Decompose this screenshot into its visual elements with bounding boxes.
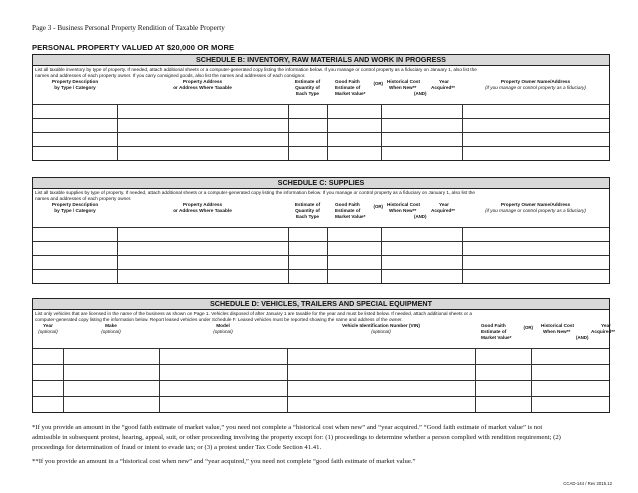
page-header: Page 3 - Business Personal Property Rendition of Taxable Property: [32, 24, 225, 32]
or-label: (OR): [373, 81, 383, 87]
owner-header-line2: (if you manage or control property as a fiduciary): [485, 85, 586, 91]
desc-header: [33, 202, 117, 227]
year-header-line1: Year: [43, 323, 53, 329]
table-row[interactable]: [33, 241, 609, 255]
schedule-b: [32, 54, 610, 161]
hc-header-line2: When New**: [543, 329, 571, 335]
schedule-d-intro: [33, 310, 609, 323]
footnote-1: [32, 423, 622, 454]
footnote-1-line1: *If you provide an amount in the “good faith estimate of market value,” you need not complete a “historical cost when new” and “year acquired.” “Good faith estimate of market value” is not: [32, 424, 543, 431]
desc-header-line2: by Type / Category: [54, 208, 96, 214]
qty-header-line3: Each Type: [295, 214, 320, 220]
table-row[interactable]: [33, 364, 609, 380]
schedule-c-intro-line2: names and addresses of each property owner.: [35, 196, 132, 202]
schedule-d-intro-line2: computer-generated copy listing the information below. Report leased vehicles under Schedule F. Leased vehicles must be reported showing the name and address of the owner.: [35, 317, 403, 323]
hc-year-header: [381, 79, 462, 104]
model-header-line1: Model: [216, 323, 230, 329]
hc-header-line2: When New**: [389, 208, 417, 214]
vin-header-line1: Vehicle Identification Number (VIN): [342, 323, 420, 329]
desc-header-line1: Property Description: [51, 79, 99, 85]
yr-header-line1: Year: [439, 202, 449, 208]
or-label: (OR): [373, 204, 383, 210]
qty-header: [288, 202, 327, 227]
qty-header-line1: Estimate of: [294, 202, 321, 208]
qty-header-line1: Estimate of: [294, 79, 321, 85]
addr-header: [117, 202, 288, 227]
yr-header-line2: Acquired**: [431, 85, 455, 91]
gf-header-line1: Good Faith: [481, 323, 506, 329]
owner-header-line1: Property Owner Name/Address: [500, 79, 571, 85]
owner-header: [462, 202, 609, 227]
year-header: [33, 323, 63, 348]
gf-header-line3: Market Value*: [481, 335, 512, 341]
schedule-b-title: SCHEDULE B: INVENTORY, RAW MATERIALS AND WORK IN PROGRESS: [33, 55, 609, 66]
desc-header-line2: by Type / Category: [54, 85, 96, 91]
or-label: (OR): [523, 325, 533, 331]
schedule-d-intro-line1: List only vehicles that are licensed in the name of the business as shown on Page 1. Vehicles disposed of after January 1 are taxable for the year and must be listed below. If needed, attach additional sheets or a: [35, 311, 472, 316]
yr-header-line1: Year: [601, 323, 611, 329]
schedule-b-intro-line2: names and addresses of each property owner. If you carry consigned goods, also list the names and addresses of each consignor.: [35, 73, 306, 79]
model-header: [159, 323, 287, 348]
gf-header-line1: Good Faith: [335, 202, 360, 208]
and-label: (AND): [576, 335, 589, 341]
schedule-c: [32, 177, 610, 284]
gf-header-line3: Market Value*: [335, 214, 366, 220]
and-label: (AND): [414, 214, 427, 220]
schedule-c-table: [33, 202, 609, 283]
desc-header: [33, 79, 117, 104]
schedule-c-intro: [33, 189, 609, 202]
addr-header-line1: Property Address: [182, 79, 223, 85]
hc-header-line1: Historical Cost: [387, 202, 421, 208]
desc-header-line1: Property Description: [51, 202, 99, 208]
addr-header: [117, 79, 288, 104]
qty-header: [288, 79, 327, 104]
schedule-d-header-row: [33, 323, 609, 348]
owner-header: [462, 79, 609, 104]
addr-header-line2: or Address Where Taxable: [173, 85, 232, 91]
yr-header-line1: Year: [439, 79, 449, 85]
owner-header-line1: Property Owner Name/Address: [500, 202, 571, 208]
addr-header-line2: or Address Where Taxable: [173, 208, 232, 214]
schedule-d-title: SCHEDULE D: VEHICLES, TRAILERS AND SPECIAL EQUIPMENT: [33, 299, 609, 310]
schedule-b-intro: [33, 66, 609, 79]
gf-header-line1: Good Faith: [335, 79, 360, 85]
schedule-c-intro-line1: List all taxable supplies by type of property. If needed, attach additional sheets or a computer-generated copy listing the information below. If you manage or control property as a fiduciary on January 1, also list the: [35, 190, 476, 195]
schedule-b-intro-line1: List all taxable inventory by type of property. If needed, attach additional sheets or a computer-generated copy listing the information below. If you manage or control property as a fiduciary on January 1, also list the: [35, 67, 477, 72]
gf-header: [475, 323, 531, 348]
gf-header-line2: Estimate of: [335, 85, 361, 91]
schedule-b-table: [33, 79, 609, 160]
footnote-1-line3: proceedings for determination of fraud or intent to evade tax; or (3) a protest under Tax Code Section 41.41.: [32, 444, 322, 452]
table-row[interactable]: [33, 132, 609, 146]
table-row[interactable]: [33, 146, 609, 160]
hc-year-header: [531, 323, 615, 348]
table-row[interactable]: [33, 396, 609, 412]
hc-year-header: [381, 202, 462, 227]
make-header: [63, 323, 159, 348]
table-row[interactable]: [33, 380, 609, 396]
table-row[interactable]: [33, 269, 609, 283]
hc-header-line1: Historical Cost: [541, 323, 575, 329]
yr-header-line2: Acquired**: [591, 329, 615, 335]
table-row[interactable]: [33, 118, 609, 132]
vin-header: [287, 323, 475, 348]
gf-header: [327, 79, 381, 104]
schedule-d: [32, 298, 615, 413]
schedule-c-header-row: [33, 202, 609, 227]
table-row[interactable]: [33, 348, 609, 364]
gf-header-line2: Estimate of: [335, 208, 361, 214]
yr-header-line2: Acquired**: [431, 208, 455, 214]
schedule-c-title: SCHEDULE C: SUPPLIES: [33, 178, 609, 189]
form-id: CCAD-144 / Rev 2015.12: [563, 481, 612, 486]
hc-header-line1: Historical Cost: [387, 79, 421, 85]
qty-header-line2: Quantity of: [295, 85, 320, 91]
year-header-line2: (optional): [38, 329, 58, 335]
footnote-2: **If you provide an amount in a “historical cost when new” and “year acquired,” you need not complete “good faith estimate of market value.”: [32, 458, 416, 465]
table-row[interactable]: [33, 104, 609, 118]
schedule-b-header-row: [33, 79, 609, 104]
gf-header: [327, 202, 381, 227]
section-heading: PERSONAL PROPERTY VALUED AT $20,000 OR MORE: [32, 43, 235, 52]
addr-header-line1: Property Address: [182, 202, 223, 208]
qty-header-line3: Each Type: [295, 91, 320, 97]
gf-header-line3: Market Value*: [335, 91, 366, 97]
and-label: (AND): [414, 91, 427, 97]
qty-header-line2: Quantity of: [295, 208, 320, 214]
owner-header-line2: (if you manage or control property as a fiduciary): [485, 208, 586, 214]
vin-header-line2: (optional): [371, 329, 391, 335]
make-header-line2: (optional): [101, 329, 121, 335]
make-header-line1: Make: [105, 323, 117, 329]
model-header-line2: (optional): [213, 329, 233, 335]
schedule-d-table: [33, 323, 615, 412]
hc-header-line2: When New**: [389, 85, 417, 91]
table-row[interactable]: [33, 255, 609, 269]
table-row[interactable]: [33, 227, 609, 241]
gf-header-line2: Estimate of: [481, 329, 507, 335]
footnote-1-line2: admissible in subsequent protest, hearing, appeal, suit, or other proceeding involving the property except for: (1) proceedings to determine whether a person complied with rendition requirement; (2): [32, 434, 561, 442]
